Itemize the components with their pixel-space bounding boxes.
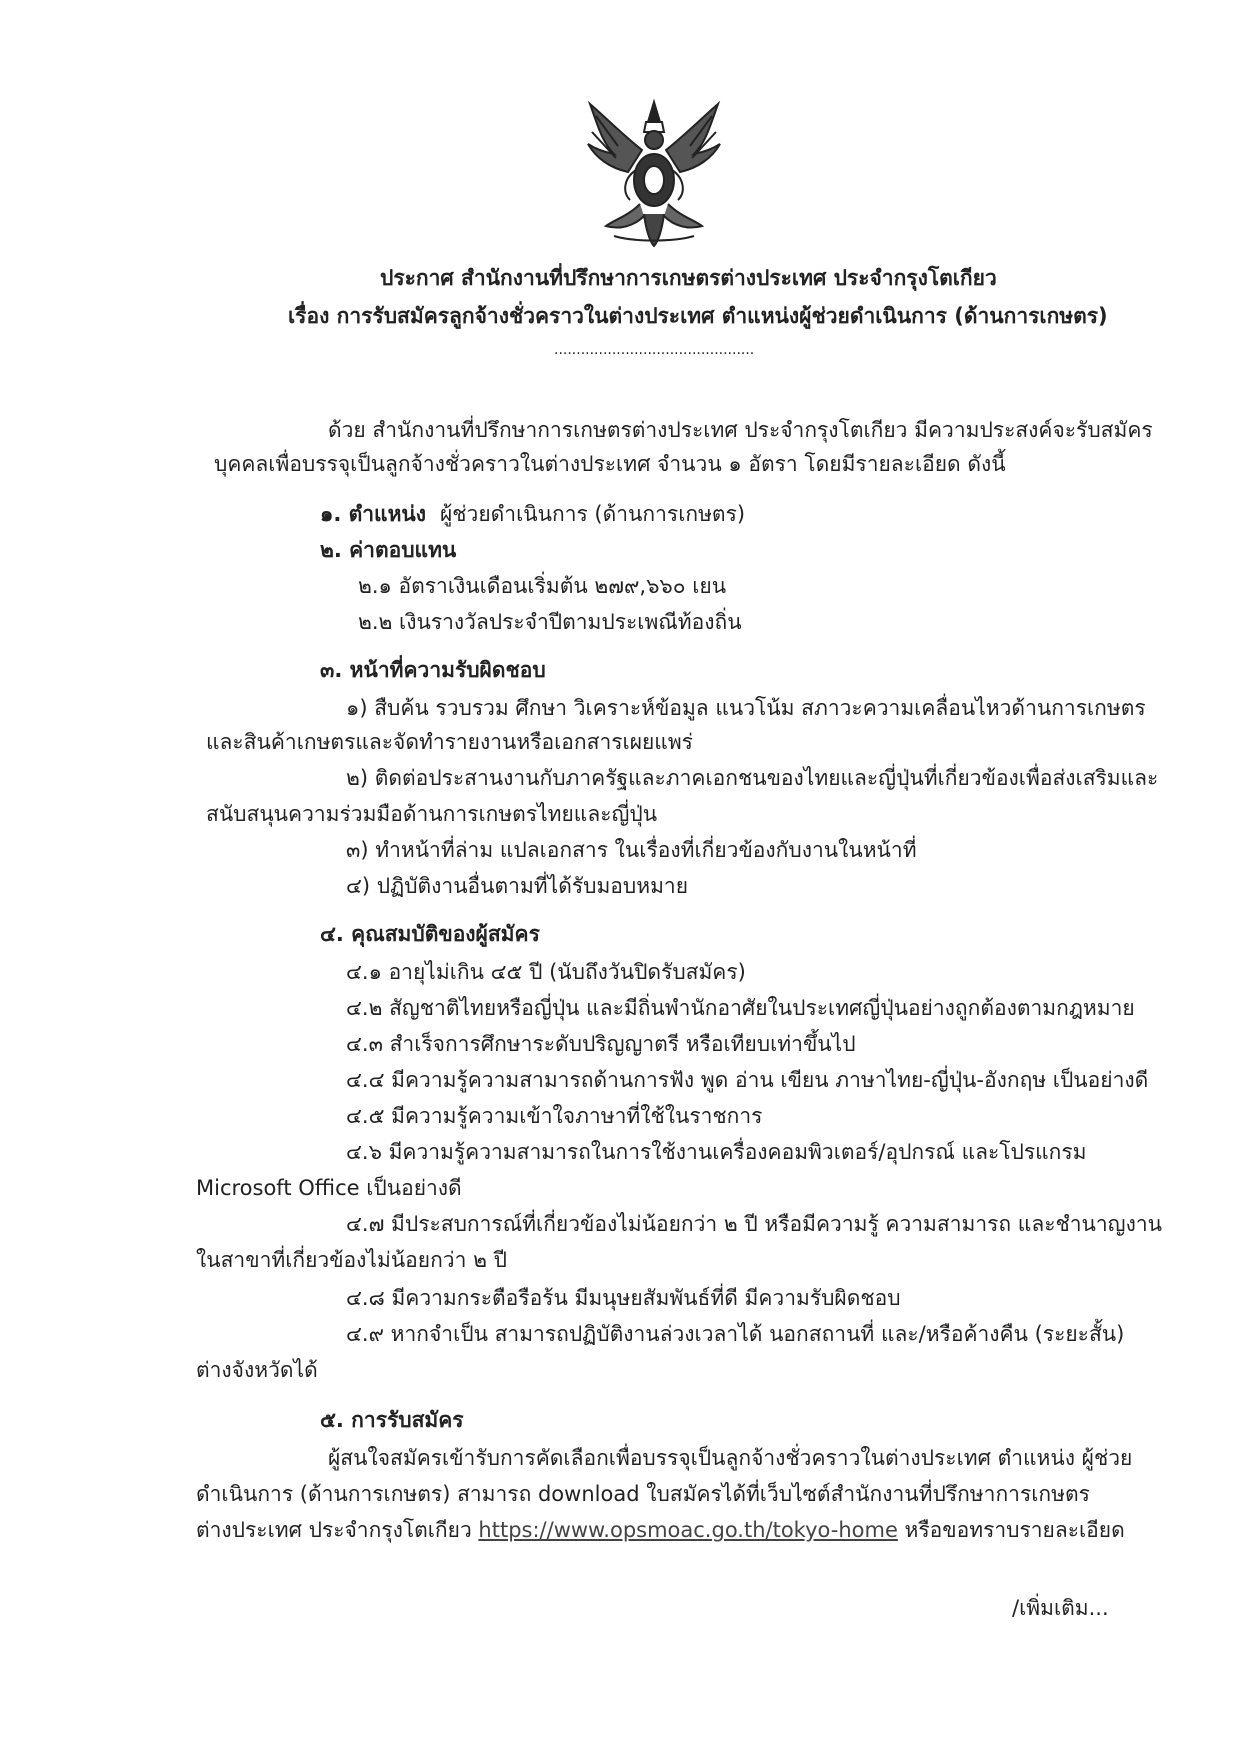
section-4-item-7a: ๔.๗ มีประสบการณ์ที่เกี่ยวข้องไม่น้อยกว่า ๒ ปี หรือมีความรู้ ความสามารถ และชำนาญงาน: [346, 1212, 1162, 1236]
section-4-heading: ๔. คุณสมบัติของผู้สมัคร: [320, 922, 540, 946]
section-4-item-8: ๔.๘ มีความกระตือรือร้น มีมนุษยสัมพันธ์ที่ดี มีความรับผิดชอบ: [346, 1286, 901, 1310]
intro-line-2: บุคคลเพื่อบรรจุเป็นลูกจ้างชั่วคราวในต่างประเทศ จำนวน ๑ อัตรา โดยมีรายละเอียด ดังนี้: [214, 452, 1006, 476]
section-3-item-2a: ๒) ติดต่อประสานงานกับภาครัฐและภาคเอกชนของไทยและญี่ปุ่นที่เกี่ยวข้องเพื่อส่งเสริมและ: [346, 766, 1159, 790]
section-5-text-b: หรือขอทราบรายละเอียด: [897, 1518, 1125, 1542]
section-2-item-2: ๒.๒ เงินรางวัลประจำปีตามประเพณีท้องถิ่น: [358, 610, 742, 634]
section-4-item-7b: ในสาขาที่เกี่ยวข้องไม่น้อยกว่า ๒ ปี: [196, 1248, 507, 1272]
section-3-item-4: ๔) ปฏิบัติงานอื่นตามที่ได้รับมอบหมาย: [346, 874, 689, 898]
website-link[interactable]: https://www.opsmoac.go.th/tokyo-home: [478, 1518, 898, 1542]
section-4-item-9b: ต่างจังหวัดได้: [196, 1358, 318, 1382]
garuda-emblem: [584, 96, 724, 250]
section-5-heading: ๕. การรับสมัคร: [320, 1408, 464, 1432]
section-4-item-6b: Microsoft Office เป็นอย่างดี: [196, 1176, 462, 1200]
section-1-heading: ๑. ตำแหน่ง: [320, 502, 427, 526]
announcement-subject: เรื่อง การรับสมัครลูกจ้างชั่วคราวในต่างประเทศ ตำแหน่งผู้ช่วยดำเนินการ (ด้านการเกษตร): [288, 304, 1108, 328]
section-3-item-1a: ๑) สืบค้น รวบรวม ศึกษา วิเคราะห์ข้อมูล แนวโน้ม สภาวะความเคลื่อนไหวด้านการเกษตร: [346, 696, 1146, 720]
section-5-text-a: ต่างประเทศ ประจำกรุงโตเกียว: [196, 1518, 479, 1542]
continued-marker: /เพิ่มเติม...: [1012, 1596, 1109, 1620]
section-2-item-1: ๒.๑ อัตราเงินเดือนเริ่มต้น ๒๗๙,๖๖๐ เยน: [358, 574, 727, 598]
section-5-para-line-2: ดำเนินการ (ด้านการเกษตร) สามารถ download ใบสมัครได้ที่เว็บไซต์สำนักงานที่ปรึกษาการเกษตร: [196, 1482, 1090, 1506]
section-4-item-9a: ๔.๙ หากจำเป็น สามารถปฏิบัติงานล่วงเวลาได้ นอกสถานที่ และ/หรือค้างคืน (ระยะสั้น): [346, 1322, 1125, 1346]
header-divider: .............................................: [554, 342, 755, 358]
intro-line-1: ด้วย สำนักงานที่ปรึกษาการเกษตรต่างประเทศ ประจำกรุงโตเกียว มีความประสงค์จะรับสมัคร: [328, 418, 1153, 442]
section-4-item-5: ๔.๕ มีความรู้ความเข้าใจภาษาที่ใช้ในราชการ: [346, 1104, 763, 1128]
section-4-item-3: ๔.๓ สำเร็จการศึกษาระดับปริญญาตรี หรือเทียบเท่าขึ้นไป: [346, 1032, 856, 1056]
section-5-para-line-3: [196, 1516, 1125, 1544]
section-3-item-3: ๓) ทำหน้าที่ล่าม แปลเอกสาร ในเรื่องที่เกี่ยวข้องกับงานในหน้าที่: [346, 838, 917, 862]
section-5-para-line-1: ผู้สนใจสมัครเข้ารับการคัดเลือกเพื่อบรรจุเป็นลูกจ้างชั่วคราวในต่างประเทศ ตำแหน่ง ผู้ช่วย: [328, 1446, 1133, 1470]
announcement-title: ประกาศ สำนักงานที่ปรึกษาการเกษตรต่างประเทศ ประจำกรุงโตเกียว: [380, 266, 997, 290]
section-3-item-1b: และสินค้าเกษตรและจัดทำรายงานหรือเอกสารเผยแพร่: [206, 730, 693, 754]
section-4-item-4: ๔.๔ มีความรู้ความสามารถด้านการฟัง พูด อ่าน เขียน ภาษาไทย-ญี่ปุ่น-อังกฤษ เป็นอย่างดี: [346, 1068, 1149, 1092]
section-3-item-2b: สนับสนุนความร่วมมือด้านการเกษตรไทยและญี่ปุ่น: [206, 802, 658, 826]
section-3-heading: ๓. หน้าที่ความรับผิดชอบ: [320, 658, 546, 682]
section-2-heading: ๒. ค่าตอบแทน: [320, 538, 457, 562]
section-4-item-2: ๔.๒ สัญชาติไทยหรือญี่ปุ่น และมีถิ่นพำนักอาศัยในประเทศญี่ปุ่นอย่างถูกต้องตามกฎหมาย: [346, 996, 1135, 1020]
section-4-item-6a: ๔.๖ มีความรู้ความสามารถในการใช้งานเครื่องคอมพิวเตอร์/อุปกรณ์ และโปรแกรม: [346, 1140, 1087, 1164]
section-4-item-1: ๔.๑ อายุไม่เกิน ๔๕ ปี (นับถึงวันปิดรับสมัคร): [346, 960, 746, 984]
section-1-value: ผู้ช่วยดำเนินการ (ด้านการเกษตร): [440, 502, 746, 526]
